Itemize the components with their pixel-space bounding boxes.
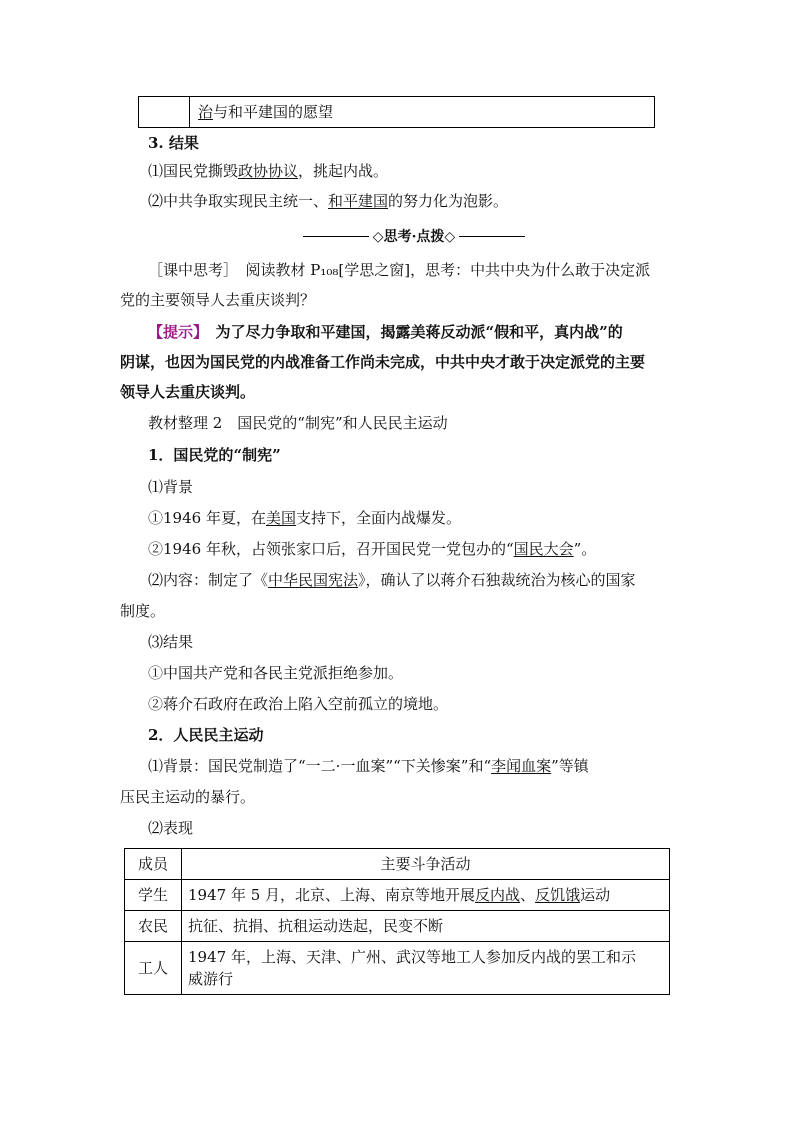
think-line-1: ［课中思考］ 阅读教材 P₁₀₈[学思之窗]，思考：中共中央为什么敢于决定派	[148, 261, 651, 279]
header-member: 成员	[125, 849, 182, 880]
table-row	[125, 911, 670, 942]
subsection-2-heading: 2．人民民主运动	[148, 726, 264, 744]
member-cell: 工人	[125, 942, 182, 995]
result-item-2: ⑵中共争取实现民主统一、和平建国的努力化为泡影。	[148, 192, 509, 210]
think-line-2: 党的主要领导人去重庆谈判？	[120, 291, 316, 309]
hint-line-3: 领导人去重庆谈判。	[120, 383, 256, 401]
cell-text: 与和平建国的愿望	[213, 103, 334, 121]
empty-cell	[139, 97, 190, 128]
result-point-2: ②蒋介石政府在政治上陷入空前孤立的境地。	[148, 695, 449, 713]
subsection-1-heading: 1．国民党的“制宪”	[148, 446, 281, 464]
activity-cell: 1947 年，上海、天津、广州、武汉等地工人参加反内战的罢工和示 威游行	[182, 942, 670, 995]
activity-cell: 抗征、抗捐、抗租运动迭起，民变不断	[182, 911, 670, 942]
member-cell: 农民	[125, 911, 182, 942]
background-point-2: ②1946 年秋，占领张家口后，召开国民党一党包办的“国民大会”。	[148, 540, 597, 558]
result-item-1: ⑴国民党撕毁政协协议，挑起内战。	[148, 162, 389, 180]
movement-background-line-2: 压民主运动的暴行。	[120, 788, 256, 806]
table-cell	[190, 97, 655, 128]
content-line-2: 制度。	[120, 602, 166, 620]
result-heading: ⑶结果	[148, 633, 194, 651]
section-divider	[303, 226, 525, 246]
content-line-1: ⑵内容：制定了《中华民国宪法》，确认了以蒋介石独裁统治为核心的国家	[148, 571, 636, 589]
continued-table	[138, 96, 655, 128]
hint-line-2: 阴谋，也因为国民党的内战准备工作尚未完成，中共中央才敢于决定派党的主要	[120, 353, 646, 371]
table-header-row	[125, 849, 670, 880]
table-row	[139, 97, 655, 128]
movement-background-line-1: ⑴背景：国民党制造了“一二·一血案”“下关惨案”和“李闻血案”等镇	[148, 757, 589, 775]
divider-line-left	[303, 236, 369, 237]
background-point-1: ①1946 年夏，在美国支持下，全面内战爆发。	[148, 509, 461, 527]
background-heading: ⑴背景	[148, 478, 194, 496]
performance-heading: ⑵表现	[148, 819, 194, 837]
activity-cell: 1947 年 5 月，北京、上海、南京等地开展反内战、反饥饿运动	[182, 880, 670, 911]
material-title: 教材整理 2 国民党的“制宪”和人民民主运动	[148, 414, 448, 432]
table-row	[125, 880, 670, 911]
divider-line-right	[459, 236, 525, 237]
struggle-table	[124, 848, 670, 995]
header-activity: 主要斗争活动	[182, 849, 670, 880]
hint-line-1: 【提示】 为了尽力争取和平建国，揭露美蒋反动派“假和平，真内战”的	[148, 323, 623, 341]
hint-label: 【提示】	[148, 323, 201, 341]
member-cell: 学生	[125, 880, 182, 911]
result-point-1: ①中国共产党和各民主党派拒绝参加。	[148, 664, 404, 682]
table-row	[125, 942, 670, 995]
underlined-word: 治	[198, 103, 214, 121]
divider-label: ◇思考·点拨◇	[372, 229, 456, 245]
section3-heading: 3. 结果	[148, 134, 199, 152]
